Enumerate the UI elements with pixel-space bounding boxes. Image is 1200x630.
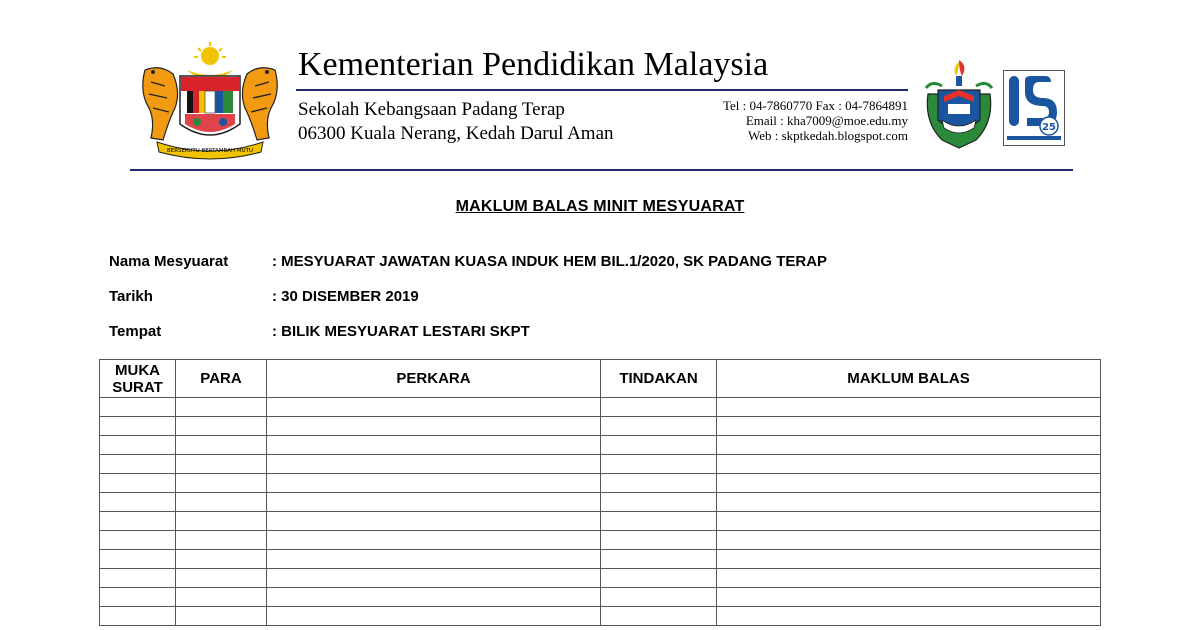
cell-para[interactable]: [176, 398, 267, 417]
cell-para[interactable]: [176, 474, 267, 493]
cell-maklum-balas[interactable]: [717, 474, 1101, 493]
cell-tindakan[interactable]: [601, 531, 717, 550]
cell-muka-surat[interactable]: [100, 531, 176, 550]
ministry-divider: [296, 89, 908, 91]
malaysia-coat-of-arms-logo: [135, 42, 285, 160]
cell-muka-surat[interactable]: [100, 474, 176, 493]
cell-maklum-balas[interactable]: [717, 531, 1101, 550]
table-row: [100, 569, 1101, 588]
table-row: [100, 474, 1101, 493]
school-address: 06300 Kuala Nerang, Kedah Darul Aman: [298, 123, 614, 144]
header-muka-line1: MUKA: [115, 361, 160, 379]
contact-phone: Tel : 04-7860770 Fax : 04-7864891: [722, 98, 908, 113]
cell-para[interactable]: [176, 417, 267, 436]
header-tindakan: TINDAKAN: [601, 360, 717, 398]
table-row: [100, 417, 1101, 436]
cell-muka-surat[interactable]: [100, 455, 176, 474]
header-perkara: PERKARA: [267, 360, 601, 398]
meeting-name-value: : MESYUARAT JAWATAN KUASA INDUK HEM BIL.1/2020, SK PADANG TERAP: [272, 253, 828, 270]
cell-muka-surat[interactable]: [100, 398, 176, 417]
contact-block: [723, 98, 908, 143]
cell-para[interactable]: [176, 436, 267, 455]
table-row: [100, 436, 1101, 455]
cell-muka-surat[interactable]: [100, 436, 176, 455]
header-maklum-balas: MAKLUM BALAS: [717, 360, 1101, 398]
table-row: [100, 493, 1101, 512]
cell-para[interactable]: [176, 569, 267, 588]
cell-tindakan[interactable]: [601, 436, 717, 455]
cell-maklum-balas[interactable]: [717, 398, 1101, 417]
cell-tindakan[interactable]: [601, 569, 717, 588]
cell-tindakan[interactable]: [601, 550, 717, 569]
ministry-title: Kementerian Pendidikan Malaysia: [298, 46, 769, 83]
cell-tindakan[interactable]: [601, 493, 717, 512]
cell-para[interactable]: [176, 455, 267, 474]
contact-web: Web : skptkedah.blogspot.com: [748, 128, 908, 143]
table-header-row: [100, 360, 1101, 398]
cell-perkara[interactable]: [267, 436, 601, 455]
cell-perkara[interactable]: [267, 493, 601, 512]
cell-muka-surat[interactable]: [100, 493, 176, 512]
document-title: MAKLUM BALAS MINIT MESYUARAT: [455, 198, 745, 215]
table-row: [100, 512, 1101, 531]
cell-tindakan[interactable]: [601, 398, 717, 417]
cell-maklum-balas[interactable]: [717, 607, 1101, 626]
cell-perkara[interactable]: [267, 417, 601, 436]
cell-muka-surat[interactable]: [100, 550, 176, 569]
date-value: : 30 DISEMBER 2019: [272, 288, 419, 305]
venue-label: Tempat: [109, 323, 162, 340]
cell-maklum-balas[interactable]: [717, 588, 1101, 607]
cell-tindakan[interactable]: [601, 474, 717, 493]
cell-para[interactable]: [176, 607, 267, 626]
cell-perkara[interactable]: [267, 607, 601, 626]
table-row: [100, 607, 1101, 626]
table-row: [100, 531, 1101, 550]
cell-muka-surat[interactable]: [100, 569, 176, 588]
cell-muka-surat[interactable]: [100, 588, 176, 607]
cell-para[interactable]: [176, 493, 267, 512]
cell-perkara[interactable]: [267, 569, 601, 588]
cell-perkara[interactable]: [267, 550, 601, 569]
table-row: [100, 550, 1101, 569]
cell-muka-surat[interactable]: [100, 417, 176, 436]
cell-tindakan[interactable]: [601, 607, 717, 626]
table-body: [100, 398, 1101, 626]
header-para: PARA: [176, 360, 267, 398]
cell-maklum-balas[interactable]: [717, 569, 1101, 588]
cell-maklum-balas[interactable]: [717, 550, 1101, 569]
cell-tindakan[interactable]: [601, 455, 717, 474]
cell-para[interactable]: [176, 512, 267, 531]
cell-tindakan[interactable]: [601, 588, 717, 607]
cell-perkara[interactable]: [267, 474, 601, 493]
cell-para[interactable]: [176, 588, 267, 607]
contact-email: Email : kha7009@moe.edu.my: [745, 113, 908, 128]
cell-tindakan[interactable]: [601, 417, 717, 436]
meeting-name-label: Nama Mesyuarat: [109, 253, 229, 270]
feedback-table: [99, 359, 1101, 626]
date-label: Tarikh: [109, 288, 153, 305]
cell-maklum-balas[interactable]: [717, 436, 1101, 455]
cell-perkara[interactable]: [267, 398, 601, 417]
cell-maklum-balas[interactable]: [717, 493, 1101, 512]
cell-perkara[interactable]: [267, 455, 601, 474]
cell-muka-surat[interactable]: [100, 512, 176, 531]
header-muka-surat: [100, 360, 176, 398]
certification-logo: [1003, 70, 1065, 146]
cell-tindakan[interactable]: [601, 512, 717, 531]
letterhead-divider: [130, 169, 1073, 171]
cell-perkara[interactable]: [267, 588, 601, 607]
crest-motto-text: BERSEKUTU BERTAMBAH MUTU: [167, 148, 254, 154]
cell-muka-surat[interactable]: [100, 607, 176, 626]
table-row: [100, 398, 1101, 417]
venue-value: : BILIK MESYUARAT LESTARI SKPT: [272, 323, 530, 340]
table-row: [100, 455, 1101, 474]
cell-maklum-balas[interactable]: [717, 417, 1101, 436]
table-row: [100, 588, 1101, 607]
cell-perkara[interactable]: [267, 512, 601, 531]
cell-maklum-balas[interactable]: [717, 455, 1101, 474]
school-name: Sekolah Kebangsaan Padang Terap: [298, 99, 565, 120]
cell-maklum-balas[interactable]: [717, 512, 1101, 531]
cell-para[interactable]: [176, 550, 267, 569]
cert-logo-number: 25: [1042, 122, 1056, 133]
school-badge-logo: [922, 58, 996, 152]
header-muka-line2: SURAT: [112, 378, 163, 396]
cell-perkara[interactable]: [267, 531, 601, 550]
cell-para[interactable]: [176, 531, 267, 550]
